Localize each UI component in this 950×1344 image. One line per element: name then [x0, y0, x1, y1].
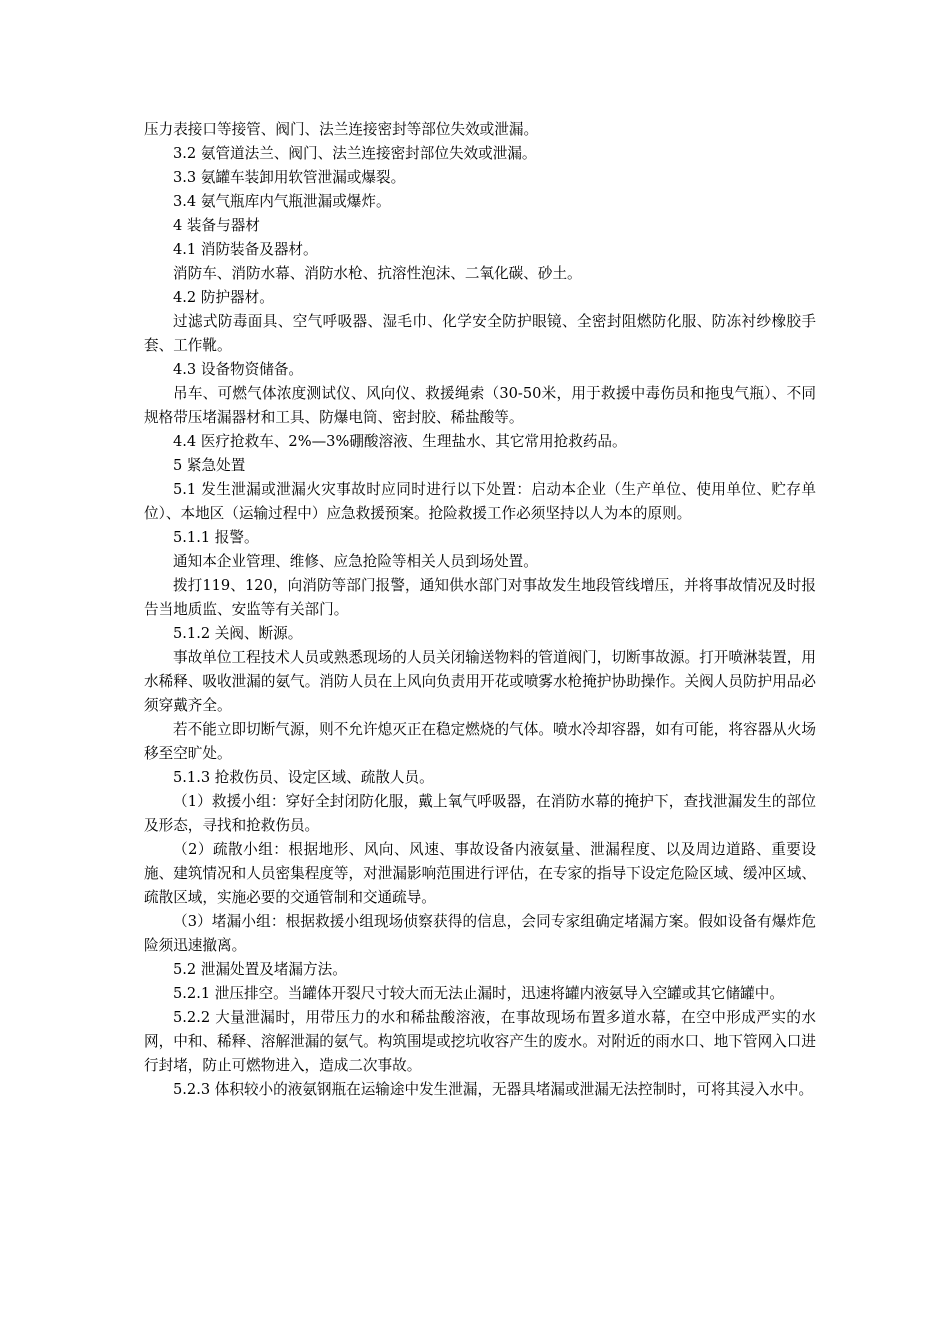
paragraph: 压力表接口等接管、阀门、法兰连接密封等部位失效或泄漏。: [144, 121, 539, 138]
paragraph: 5.2.3 体积较小的液氨钢瓶在运输途中发生泄漏，无器具堵漏或泄漏无法控制时，可将其浸入水中。: [173, 1081, 814, 1098]
paragraph: 消防车、消防水幕、消防水枪、抗溶性泡沫、二氧化碳、砂土。: [173, 265, 582, 282]
paragraph: 5.1 发生泄漏或泄漏火灾事故时应同时进行以下处置：启动本企业（生产单位、使用单位、贮存单位）、本地区（运输过程中）应急救援预案。抢险救援工作必须坚持以人为本的原则。: [144, 481, 816, 522]
subsection-heading: 5.1.3 抢救伤员、设定区域、疏散人员。: [173, 769, 434, 786]
paragraph: 吊车、可燃气体浓度测试仪、风向仪、救援绳索（30-50米，用于救援中毒伤员和拖曳气瓶）、不同规格带压堵漏器材和工具、防爆电筒、密封胶、稀盐酸等。: [144, 385, 816, 426]
subsection-heading: 5.2 泄漏处置及堵漏方法。: [173, 961, 347, 978]
paragraph: 过滤式防毒面具、空气呼吸器、湿毛巾、化学安全防护眼镜、全密封阻燃防化服、防冻衬纱橡胶手套、工作靴。: [144, 313, 816, 354]
paragraph: 5.2.2 大量泄漏时，用带压力的水和稀盐酸溶液，在事故现场布置多道水幕，在空中形成严实的水网，中和、稀释、溶解泄漏的氨气。构筑围堤或挖坑收容产生的废水。对附近的雨水口、地下管网入口进行封堵，防止可燃物进入，造成二次事故。: [144, 1009, 816, 1074]
paragraph: （2）疏散小组：根据地形、风向、风速、事故设备内液氨量、泄漏程度、以及周边道路、重要设施、建筑情况和人员密集程度等，对泄漏影响范围进行评估，在专家的指导下设定危险区域、缓冲区域、疏散区域，实施必要的交通管制和交通疏导。: [144, 841, 816, 906]
paragraph: （1）救援小组：穿好全封闭防化服，戴上氧气呼吸器，在消防水幕的掩护下，查找泄漏发生的部位及形态，寻找和抢救伤员。: [144, 793, 816, 834]
paragraph: 4.4 医疗抢救车、2%—3%硼酸溶液、生理盐水、其它常用抢救药品。: [173, 433, 627, 450]
section-heading: 4 装备与器材: [173, 217, 260, 234]
paragraph: 5.2.1 泄压排空。当罐体开裂尺寸较大而无法止漏时，迅速将罐内液氨导入空罐或其它储罐中。: [173, 985, 784, 1002]
paragraph: （3）堵漏小组：根据救援小组现场侦察获得的信息，会同专家组确定堵漏方案。假如设备有爆炸危险须迅速撤离。: [144, 913, 816, 954]
section-heading: 5 紧急处置: [173, 457, 246, 474]
paragraph: 3.3 氨罐车装卸用软管泄漏或爆裂。: [173, 169, 406, 186]
paragraph: 3.4 氨气瓶库内气瓶泄漏或爆炸。: [173, 193, 391, 210]
subsection-heading: 4.3 设备物资储备。: [173, 361, 304, 378]
paragraph: 通知本企业管理、维修、应急抢险等相关人员到场处置。: [173, 553, 538, 570]
paragraph: 3.2 氨管道法兰、阀门、法兰连接密封部位失效或泄漏。: [173, 145, 537, 162]
subsection-heading: 4.2 防护器材。: [173, 289, 274, 306]
paragraph: 拨打119、120，向消防等部门报警，通知供水部门对事故发生地段管线增压，并将事故情况及时报告当地质监、安监等有关部门。: [144, 577, 816, 618]
paragraph: 事故单位工程技术人员或熟悉现场的人员关闭输送物料的管道阀门，切断事故源。打开喷淋装置，用水稀释、吸收泄漏的氨气。消防人员在上风向负责用开花或喷雾水枪掩护协助操作。关阀人员防护用品必须穿戴齐全。: [144, 649, 816, 714]
subsection-heading: 4.1 消防装备及器材。: [173, 241, 318, 258]
paragraph: 若不能立即切断气源，则不允许熄灭正在稳定燃烧的气体。喷水冷却容器，如有可能，将容器从火场移至空旷处。: [144, 721, 816, 762]
subsection-heading: 5.1.2 关阀、断源。: [173, 625, 303, 642]
document-body: [144, 118, 816, 1102]
subsection-heading: 5.1.1 报警。: [173, 529, 259, 546]
